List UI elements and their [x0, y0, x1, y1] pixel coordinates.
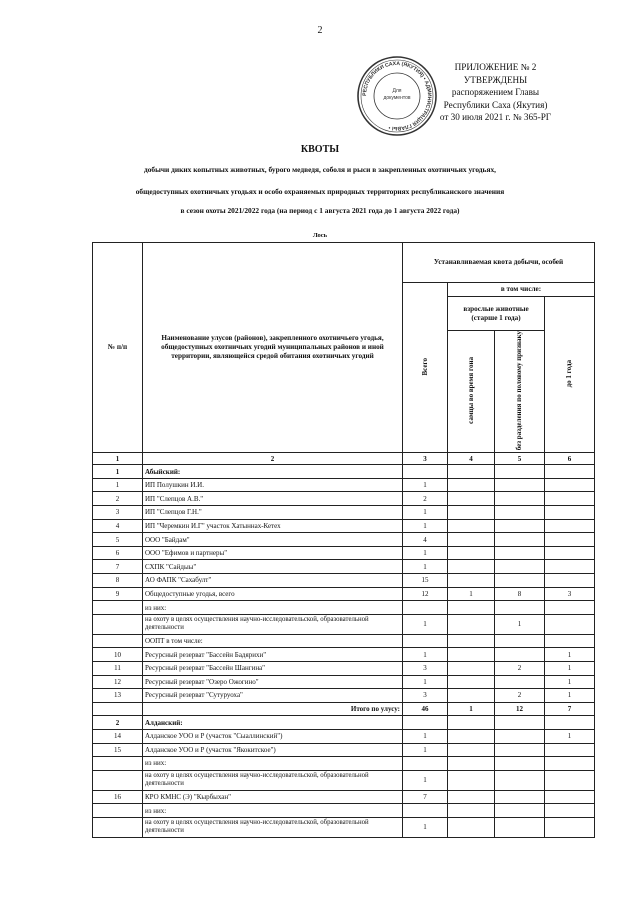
header-under1-cell: [545, 297, 595, 453]
row-males: [448, 804, 495, 818]
row-young: 1: [545, 729, 595, 743]
row-total: 12: [403, 587, 448, 601]
row-males: [448, 614, 495, 634]
row-num: 9: [93, 587, 143, 601]
row-nosex: [495, 478, 545, 492]
row-num: [93, 770, 143, 790]
row-males: 1: [448, 587, 495, 601]
row-nosex: [495, 757, 545, 771]
row-total: 1: [403, 729, 448, 743]
row-males: [448, 648, 495, 662]
header-including: в том числе:: [448, 283, 595, 297]
row-young: [545, 519, 595, 533]
row-name: из них:: [143, 601, 403, 615]
row-total: 4: [403, 533, 448, 547]
row-name: ИП "Черемкин И.Г" участок Хатыннах-Кетех: [143, 519, 403, 533]
row-young: 1: [545, 689, 595, 703]
row-num: 13: [93, 689, 143, 703]
row-num: 1: [93, 465, 143, 479]
row-nosex: 12: [495, 702, 545, 716]
row-total: [403, 757, 448, 771]
row-nosex: [495, 601, 545, 615]
row-total: 1: [403, 817, 448, 837]
table-row: [93, 533, 595, 547]
row-nosex: [495, 533, 545, 547]
row-total: 1: [403, 770, 448, 790]
header-total-cell: [403, 283, 448, 453]
table-row: [93, 648, 595, 662]
appendix-line-3: распоряжением Главы: [451, 87, 540, 97]
row-num: 15: [93, 743, 143, 757]
row-males: [448, 560, 495, 574]
row-num: 3: [93, 506, 143, 520]
row-total: 1: [403, 519, 448, 533]
table-row: [93, 702, 595, 716]
row-nosex: [495, 506, 545, 520]
row-name: ООО "Байдам": [143, 533, 403, 547]
row-num: [93, 804, 143, 818]
row-young: [545, 790, 595, 804]
row-name: Абыйский:: [143, 465, 403, 479]
row-males: [448, 533, 495, 547]
row-nosex: [495, 560, 545, 574]
row-nosex: 2: [495, 689, 545, 703]
table-row: [93, 675, 595, 689]
row-total: 1: [403, 648, 448, 662]
row-males: [448, 465, 495, 479]
row-males: [448, 716, 495, 730]
colnum-3: 3: [403, 453, 448, 465]
table-row: [93, 757, 595, 771]
row-name: на охоту в целях осуществления научно-исследовательской, образовательной деятельности: [143, 817, 403, 837]
row-name: на охоту в целях осуществления научно-исследовательской, образовательной деятельности: [143, 770, 403, 790]
svg-text:документов: документов: [383, 95, 411, 101]
row-males: [448, 492, 495, 506]
row-young: [545, 757, 595, 771]
row-total: 2: [403, 492, 448, 506]
row-name: из них:: [143, 757, 403, 771]
header-num: № п/п: [93, 243, 143, 453]
row-young: [545, 533, 595, 547]
row-num: 14: [93, 729, 143, 743]
table-row: [93, 574, 595, 588]
document-subtitle-2: общедоступных охотничьих угодьях и особо охраняемых природных территориях республиканского значения: [135, 187, 505, 196]
row-total: [403, 634, 448, 648]
row-total: [403, 465, 448, 479]
row-males: [448, 675, 495, 689]
row-num: [93, 702, 143, 716]
row-name: из них:: [143, 804, 403, 818]
row-males: [448, 689, 495, 703]
table-row: [93, 662, 595, 676]
row-name: КРО КМНС (Э) "Кырбыхан": [143, 790, 403, 804]
row-nosex: [495, 770, 545, 790]
row-nosex: [495, 546, 545, 560]
row-young: [545, 770, 595, 790]
document-subtitle-3: в сезон охоты 2021/2022 года (на период с 1 августа 2021 года до 1 августа 2022 года): [180, 206, 460, 215]
row-total: 1: [403, 675, 448, 689]
row-nosex: [495, 817, 545, 837]
table-row: [93, 506, 595, 520]
header-under1: до 1 года: [565, 359, 573, 388]
document-subtitle-1: добычи диких копытных животных, бурого медведя, соболя и рыси в закрепленных охотничьих угодьях,: [143, 165, 496, 174]
row-nosex: [495, 648, 545, 662]
row-young: 1: [545, 662, 595, 676]
table-row: [93, 689, 595, 703]
row-males: [448, 506, 495, 520]
row-total: 15: [403, 574, 448, 588]
row-males: [448, 574, 495, 588]
row-nosex: 1: [495, 614, 545, 634]
row-young: [545, 478, 595, 492]
row-total: 1: [403, 546, 448, 560]
row-nosex: [495, 492, 545, 506]
row-nosex: 2: [495, 662, 545, 676]
table-row: [93, 743, 595, 757]
row-nosex: [495, 790, 545, 804]
header-name: Наименование улусов (районов), закрепленного охотничьего угодья, общедоступных охотничьих угодий муниципальных районов и иной территории, являющейся средой обитания охотничьих угодий: [143, 243, 403, 453]
svg-text:Для: Для: [392, 88, 402, 94]
table-row: [93, 465, 595, 479]
row-males: [448, 757, 495, 771]
row-nosex: [495, 716, 545, 730]
row-name: ООО "Ефимов и партнеры": [143, 546, 403, 560]
row-name: АО ФАПК "Сахабулт": [143, 574, 403, 588]
row-males: [448, 743, 495, 757]
row-num: 6: [93, 546, 143, 560]
row-num: [93, 817, 143, 837]
header-males: самцы во время гона: [466, 357, 475, 425]
table-row: [93, 587, 595, 601]
table-row: [93, 634, 595, 648]
species-label: Лось: [312, 232, 328, 239]
row-males: [448, 546, 495, 560]
row-name: Алданское УОО и Р (участок "Якокитское"): [143, 743, 403, 757]
row-total: 1: [403, 560, 448, 574]
row-total: 7: [403, 790, 448, 804]
row-nosex: [495, 574, 545, 588]
row-name: Ресурсный резерват "Озеро Ожогино": [143, 675, 403, 689]
row-num: [93, 614, 143, 634]
row-total: [403, 804, 448, 818]
row-num: 7: [93, 560, 143, 574]
row-young: [545, 634, 595, 648]
row-name: ИП "Слепцов А.В.": [143, 492, 403, 506]
row-young: [545, 743, 595, 757]
row-young: [545, 574, 595, 588]
row-males: [448, 729, 495, 743]
table-row: [93, 614, 595, 634]
row-young: 3: [545, 587, 595, 601]
colnum-5: 5: [495, 453, 545, 465]
table-row: [93, 478, 595, 492]
row-young: 1: [545, 675, 595, 689]
quota-table: [92, 242, 595, 838]
row-num: 5: [93, 533, 143, 547]
row-num: 2: [93, 716, 143, 730]
row-num: [93, 757, 143, 771]
row-num: 8: [93, 574, 143, 588]
row-name: на охоту в целях осуществления научно-исследовательской, образовательной деятельности: [143, 614, 403, 634]
appendix-line-2: УТВЕРЖДЕНЫ: [463, 74, 528, 85]
row-num: 16: [93, 790, 143, 804]
row-young: [545, 614, 595, 634]
row-total: 1: [403, 478, 448, 492]
table-row: [93, 601, 595, 615]
colnum-2: 2: [143, 453, 403, 465]
row-total: [403, 601, 448, 615]
row-total: 1: [403, 743, 448, 757]
row-nosex: [495, 675, 545, 689]
table-row: [93, 716, 595, 730]
row-name: Общедоступные угодья, всего: [143, 587, 403, 601]
table-row: [93, 790, 595, 804]
row-males: [448, 790, 495, 804]
row-name: Итого по улусу:: [143, 702, 403, 716]
row-young: [545, 546, 595, 560]
row-nosex: [495, 465, 545, 479]
table-row: [93, 804, 595, 818]
row-young: [545, 506, 595, 520]
row-name: Ресурсный резерват "Бассейн Бадярихи": [143, 648, 403, 662]
row-name: СХПК "Сайдыы": [143, 560, 403, 574]
header-adults: взрослые животные (старше 1 года): [448, 297, 545, 331]
appendix-block: [418, 61, 573, 124]
row-young: [545, 817, 595, 837]
row-total: [403, 716, 448, 730]
row-young: [545, 560, 595, 574]
row-name: Ресурсный резерват "Бассейн Шангина": [143, 662, 403, 676]
table-row: [93, 770, 595, 790]
row-num: 4: [93, 519, 143, 533]
row-total: 46: [403, 702, 448, 716]
row-num: 11: [93, 662, 143, 676]
header-total: Всего: [420, 357, 429, 376]
row-name: ИП "Слепцов Г.Н.": [143, 506, 403, 520]
header-nosex: без разделения по половому признаку: [515, 331, 523, 451]
appendix-line-1: ПРИЛОЖЕНИЕ № 2: [454, 62, 537, 72]
appendix-line-4: Республики Саха (Якутия): [443, 99, 548, 110]
row-num: 10: [93, 648, 143, 662]
document-title: КВОТЫ: [300, 144, 340, 155]
row-name: ООПТ в том числе:: [143, 634, 403, 648]
row-nosex: [495, 729, 545, 743]
row-males: 1: [448, 702, 495, 716]
row-nosex: [495, 519, 545, 533]
row-young: [545, 601, 595, 615]
row-males: [448, 662, 495, 676]
row-nosex: 8: [495, 587, 545, 601]
row-males: [448, 770, 495, 790]
row-males: [448, 817, 495, 837]
row-young: 1: [545, 648, 595, 662]
table-row: [93, 546, 595, 560]
row-young: [545, 804, 595, 818]
row-nosex: [495, 804, 545, 818]
colnum-1: 1: [93, 453, 143, 465]
table-row: [93, 519, 595, 533]
row-males: [448, 601, 495, 615]
row-total: 1: [403, 506, 448, 520]
row-young: [545, 716, 595, 730]
header-quota: Устанавливаемая квота добычи, особей: [403, 243, 595, 283]
row-name: ИП Полушкин И.И.: [143, 478, 403, 492]
colnum-6: 6: [545, 453, 595, 465]
svg-text:РЕСПУБЛИКИ САХА (ЯКУТИЯ) • АДМ: РЕСПУБЛИКИ САХА (ЯКУТИЯ) • АДМИНИСТРАЦИЯ ГЛАВЫ •: [361, 60, 433, 132]
row-num: [93, 601, 143, 615]
table-row: [93, 817, 595, 837]
row-males: [448, 634, 495, 648]
row-young: 7: [545, 702, 595, 716]
row-name: Ресурсный резерват "Сутуруоха": [143, 689, 403, 703]
row-males: [448, 478, 495, 492]
table-row: [93, 729, 595, 743]
row-nosex: [495, 634, 545, 648]
row-total: 1: [403, 614, 448, 634]
row-name: Алданский:: [143, 716, 403, 730]
row-nosex: [495, 743, 545, 757]
row-num: 12: [93, 675, 143, 689]
colnum-4: 4: [448, 453, 495, 465]
row-males: [448, 519, 495, 533]
row-total: 3: [403, 689, 448, 703]
table-row: [93, 492, 595, 506]
row-num: 2: [93, 492, 143, 506]
row-num: [93, 634, 143, 648]
appendix-line-5: от 30 июля 2021 г. № 365-РГ: [439, 112, 552, 122]
row-young: [545, 465, 595, 479]
header-males-cell: [448, 331, 495, 453]
row-name: Алданское УОО и Р (участок "Сыаллинский"): [143, 729, 403, 743]
table-row: [93, 560, 595, 574]
row-young: [545, 492, 595, 506]
header-nosex-cell: [495, 331, 545, 453]
row-num: 1: [93, 478, 143, 492]
page-number: 2: [317, 25, 323, 36]
row-total: 3: [403, 662, 448, 676]
